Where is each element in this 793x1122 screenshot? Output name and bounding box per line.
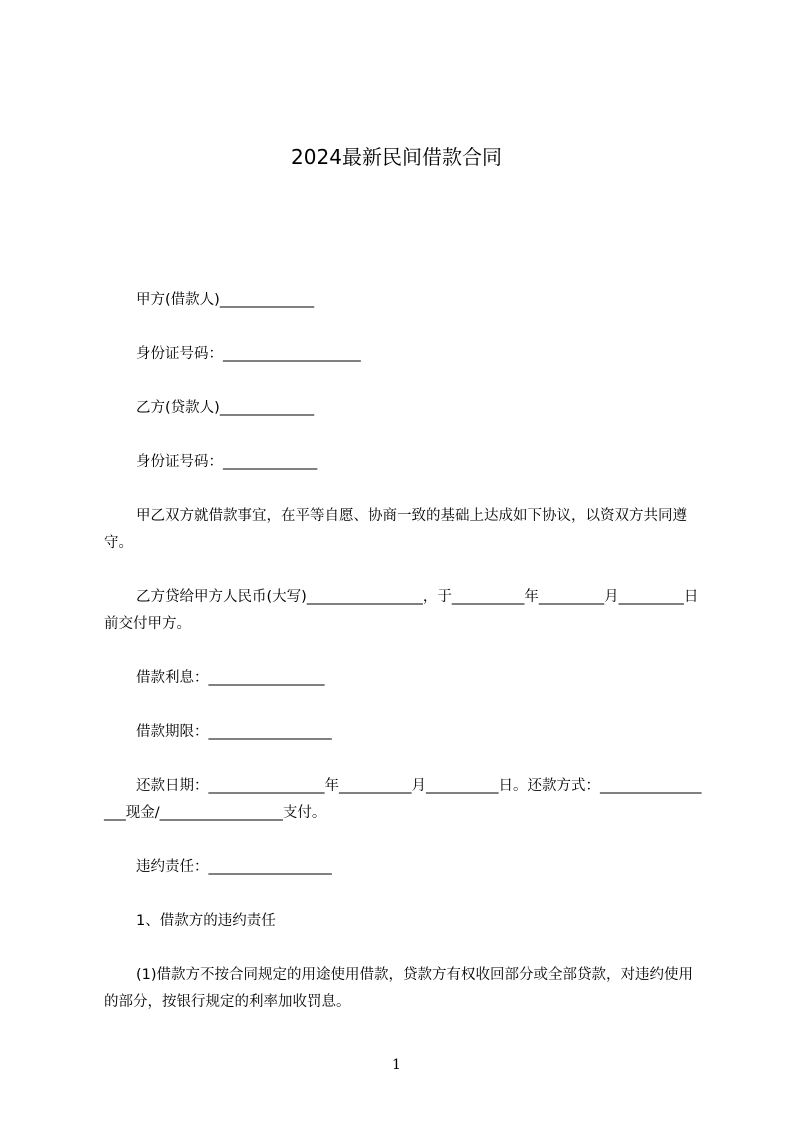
party-b-id-line: 身份证号码：_____________ bbox=[136, 454, 318, 470]
party-b-line: 乙方(贷款人)_____________ bbox=[136, 400, 315, 416]
loan-amount-paragraph: 乙方贷给甲方人民币(大写)________________，于__________年_________月_________日前交付甲方。 bbox=[104, 589, 699, 632]
party-a-line: 甲方(借款人)_____________ bbox=[136, 292, 315, 308]
repayment-paragraph: 还款日期：________________年__________月__________日。还款方式：_________________现金/_________________支付。 bbox=[104, 778, 702, 821]
agreement-paragraph: 甲乙双方就借款事宜，在平等自愿、协商一致的基础上达成如下协议，以资双方共同遵守。 bbox=[104, 508, 687, 551]
borrower-breach-heading: 1、借款方的违约责任 bbox=[136, 913, 276, 929]
page-number: 1 bbox=[392, 1057, 401, 1073]
document-title: 2024最新民间借款合同 bbox=[291, 145, 502, 169]
party-a-id-line: 身份证号码：___________________ bbox=[136, 346, 361, 362]
loan-interest-line: 借款利息：________________ bbox=[136, 670, 325, 686]
breach-liability-line: 违约责任：_________________ bbox=[136, 859, 332, 875]
breach-clause-1: (1)借款方不按合同规定的用途使用借款，贷款方有权收回部分或全部贷款，对违约使用的部分，按银行规定的利率加收罚息。 bbox=[104, 967, 694, 1010]
loan-term-line: 借款期限：_________________ bbox=[136, 724, 332, 740]
